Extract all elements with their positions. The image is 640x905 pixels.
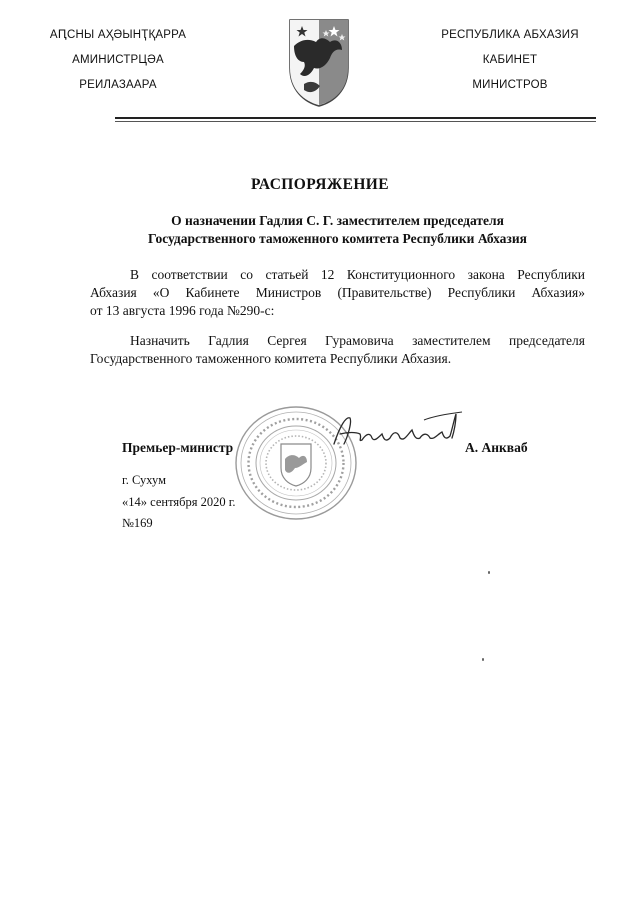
header-divider-thick xyxy=(115,117,596,119)
header-right-line-1: РЕСПУБЛИКА АБХАЗИЯ xyxy=(441,29,579,41)
handwritten-signature-icon xyxy=(326,408,466,454)
para1-line-3: от 13 августа 1996 года №290-с: xyxy=(90,303,275,318)
scan-speck xyxy=(482,658,484,661)
document-subject xyxy=(90,212,585,248)
header-right-block xyxy=(420,28,600,103)
header-left-block xyxy=(28,28,208,103)
scan-speck xyxy=(488,571,490,574)
header-left-line-2: АМИНИСТРЦӘА xyxy=(72,54,164,66)
subject-line-2: Государственного таможенного комитета Республики Абхазия xyxy=(148,231,527,246)
coat-of-arms-icon xyxy=(286,16,352,108)
header-left-line-3: РЕИЛАЗААРА xyxy=(79,79,157,91)
subject-line-1: О назначении Гадлия С. Г. заместителем председателя xyxy=(171,213,504,228)
para1-line-2: Абхазия «О Кабинете Министров (Правительстве) Республики Абхазия» xyxy=(90,285,585,300)
para2-line-2: Государственного таможенного комитета Республики Абхазия. xyxy=(90,351,452,366)
para1-line-1: В соответствии со статьей 12 Конституционного закона Республики xyxy=(130,267,585,282)
header-left-line-1: АԤСНЫ АҲӘЫНҬҚАРРА xyxy=(49,29,187,41)
signatory-name: А. Анкваб xyxy=(465,440,528,455)
document-number: №169 xyxy=(122,516,153,530)
header-right-line-2: КАБИНЕТ xyxy=(482,54,538,66)
document-date: «14» сентября 2020 г. xyxy=(122,495,236,509)
signatory-role: Премьер-министр xyxy=(122,440,234,455)
paragraph-appointment xyxy=(90,332,585,368)
header-divider-thin xyxy=(115,121,596,122)
paragraph-legal-basis xyxy=(90,266,585,320)
document-place: г. Сухум xyxy=(122,473,167,487)
para2-line-1: Назначить Гадлия Сергея Гурамовича заместителем председателя xyxy=(130,333,585,348)
document-title: РАСПОРЯЖЕНИЕ xyxy=(250,176,390,193)
header-right-line-3: МИНИСТРОВ xyxy=(472,79,548,91)
